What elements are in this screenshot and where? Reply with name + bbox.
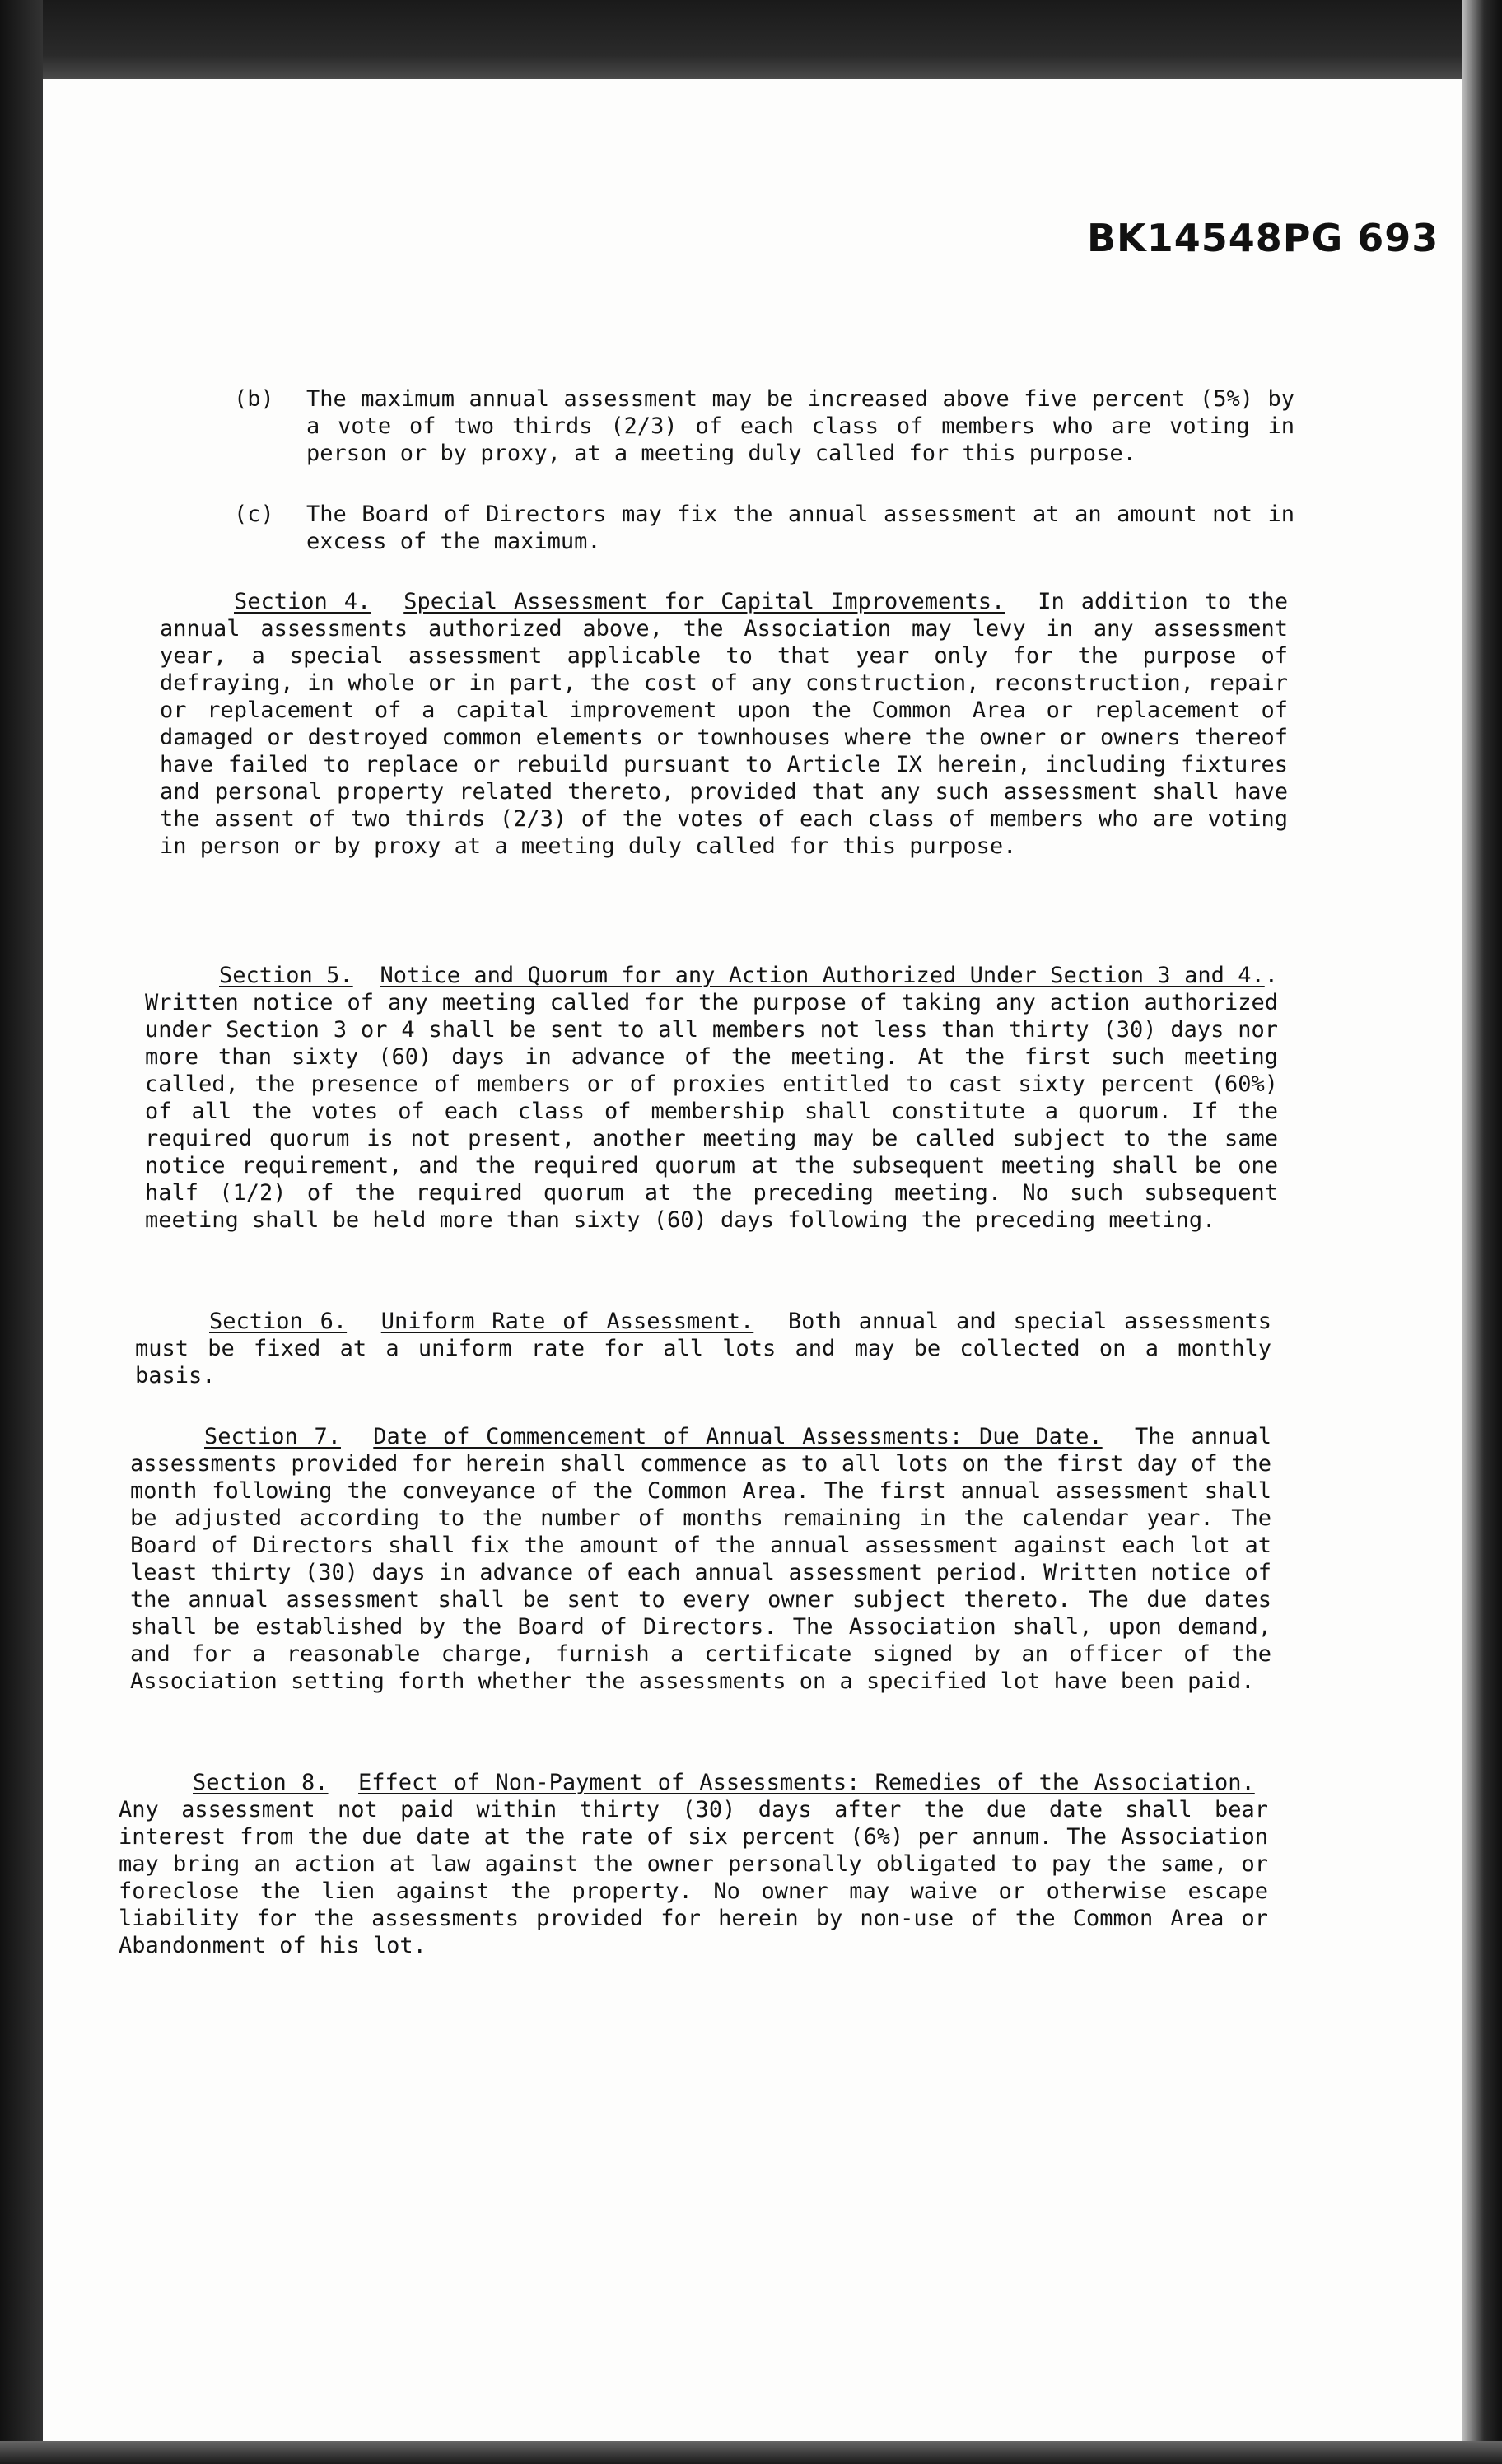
section-6 xyxy=(135,1308,1271,1389)
scan-border-bottom xyxy=(0,2441,1502,2464)
section-body: . Written notice of any meeting called for the purpose of taking any action authorized under Section 3 or 4 shall be sent to all members not less than thirty (30) days nor more than sixty (60) days in advance of the meeting. At the first such meeting called, the presence of members or of proxies entitled to cast sixty percent (60%) of all the votes of each class of membership shall constitute a quorum. If the required quorum is not present, another meeting may be called subject to the same notice requirement, and the required quorum at the subsequent meeting shall be one half (1/2) of the required quorum at the preceding meeting. No such subsequent meeting shall be held more than sixty (60) days following the preceding meeting. xyxy=(145,963,1279,1233)
section-number: Section 7. xyxy=(204,1424,341,1449)
section-heading: Notice and Quorum for any Action Authorized Under Section 3 and 4. xyxy=(380,963,1265,988)
section-body: Any assessment not paid within thirty (30) days after the due date shall bear interest from the due date at the rate of six percent (6%) per annum. The Association may bring an action at law against the owner personally obligated to pay the same, or foreclose the lien against the property. No owner may waive or otherwise escape liability for the assessments provided for herein by non-use of the Common Area or Abandonment of his lot. xyxy=(119,1797,1268,1958)
section-heading: Uniform Rate of Assessment. xyxy=(380,1309,754,1334)
section-body: The annual assessments provided for herein shall commence as to all lots on the first day of the month following the conveyance of the Common Area. The first annual assessment shall be adjusted according to the number of months remaining in the calendar year. The Board of Directors shall fix the amount of the annual assessment against each lot at least thirty (30) days in advance of each annual assessment period. Written notice of the annual assessment shall be sent to every owner subject thereto. The due dates shall be established by the Board of Directors. The Association shall, upon demand, and for a reasonable charge, furnish a certificate signed by an officer of the Association setting forth whether the assessments on a specified lot have been paid. xyxy=(130,1424,1271,1694)
section-body: Both annual and special assessments must be fixed at a uniform rate for all lots and may be collected on a monthly basis. xyxy=(135,1309,1271,1388)
section-8 xyxy=(119,1769,1268,1959)
section-4 xyxy=(160,588,1288,860)
scan-border-top xyxy=(0,0,1502,79)
section-7 xyxy=(130,1423,1271,1695)
scan-border-right xyxy=(1462,0,1502,2464)
section-heading: Date of Commencement of Annual Assessments: Due Date. xyxy=(373,1424,1103,1449)
book-page-number: BK14548PG 693 xyxy=(1087,216,1439,260)
section-heading: Special Assessment for Capital Improvements. xyxy=(403,589,1005,614)
section-heading: Effect of Non-Payment of Assessments: Remedies of the Association. xyxy=(358,1770,1255,1795)
item-text: The Board of Directors may fix the annual assessment at an amount not in excess of the maximum. xyxy=(306,502,1294,554)
list-item-c xyxy=(234,501,1294,560)
section-number: Section 4. xyxy=(234,589,371,614)
item-label: (b) xyxy=(234,386,274,412)
section-body: In addition to the annual assessments authorized above, the Association may levy in any assessment year, a special assessment applicable to that year only for the purpose of defraying, in whole or in part, the cost of any construction, reconstruction, repair or replacement of a capital improvement upon the Common Area or replacement of damaged or destroyed common elements or townhouses where the owner or owners thereof have failed to replace or rebuild pursuant to Article IX herein, including fixtures and personal property related thereto, provided that any such assessment shall have the assent of two thirds (2/3) of the votes of each class of members who are voting in person or by proxy at a meeting duly called for this purpose. xyxy=(160,589,1288,859)
section-number: Section 6. xyxy=(209,1309,348,1334)
item-label: (c) xyxy=(234,502,274,527)
section-number: Section 8. xyxy=(193,1770,329,1795)
item-text: The maximum annual assessment may be increased above five percent (5%) by a vote of two thirds (2/3) of each class of members who are voting in person or by proxy, at a meeting duly called for this purpose. xyxy=(306,386,1294,466)
list-item-b xyxy=(234,385,1294,497)
section-5 xyxy=(145,962,1278,1234)
section-number: Section 5. xyxy=(219,963,353,988)
scan-border-left xyxy=(0,0,43,2464)
